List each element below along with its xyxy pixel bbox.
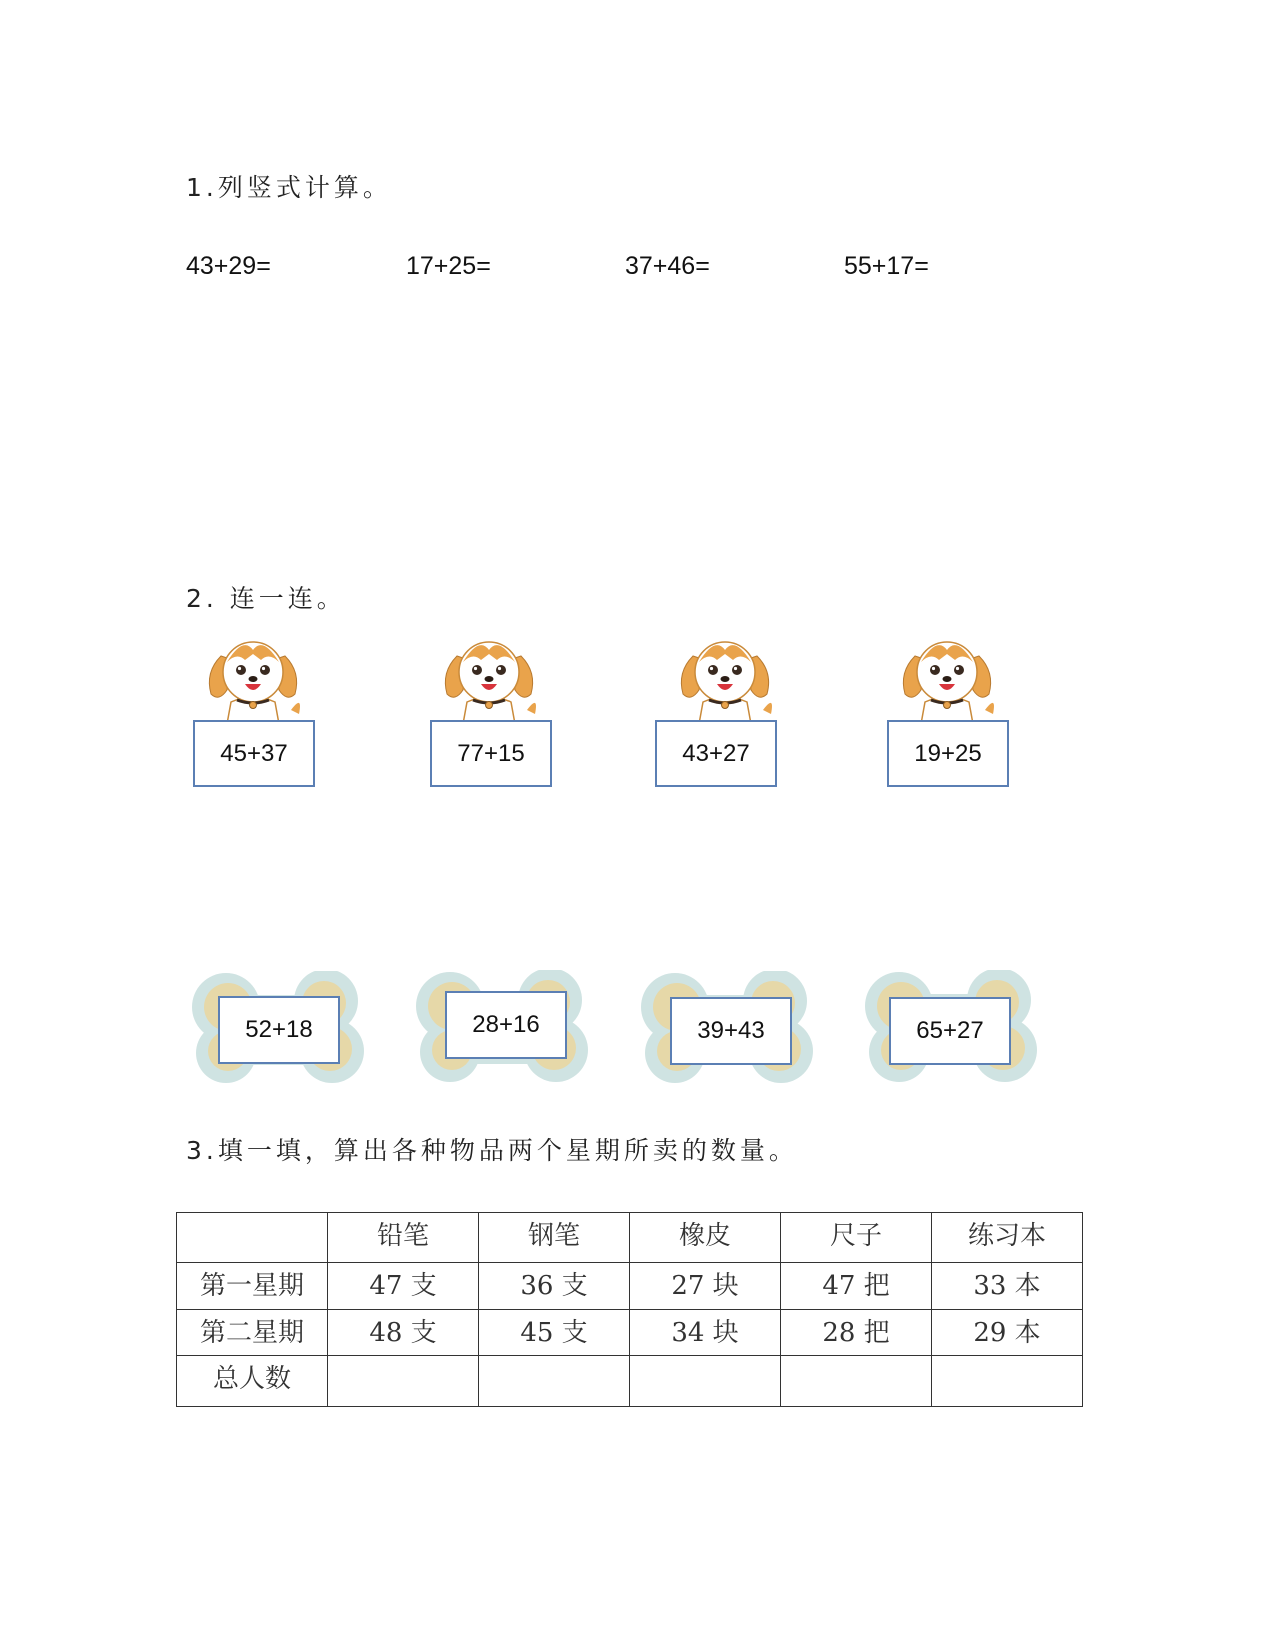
dog-icon [439,632,539,724]
table-cell: 33 本 [932,1263,1083,1310]
problem-4: 55+17= [844,252,929,280]
dog-icon [203,632,303,724]
table-cell: 总人数 [177,1356,328,1407]
section3-title: 3.填一填，算出各种物品两个星期所卖的数量。 [186,1136,798,1165]
table-row [177,1356,1083,1407]
table-header-row [177,1213,1083,1263]
table-header-cell: 钢笔 [479,1213,630,1263]
table-cell: 第一星期 [177,1263,328,1310]
table-header-cell: 尺子 [781,1213,932,1263]
problem-2: 17+25= [406,252,491,280]
dog-icon [675,632,775,724]
dog-expression-4: 19+25 [887,720,1009,787]
dog-icon [897,632,997,724]
cloud-expression-1: 52+18 [218,996,340,1064]
table-cell: 47 支 [328,1263,479,1310]
answer-cell[interactable] [479,1356,630,1407]
table-header-cell: 铅笔 [328,1213,479,1263]
dog-expression-3: 43+27 [655,720,777,787]
sales-table [176,1212,1083,1407]
table-cell: 34 块 [630,1310,781,1356]
cloud-expression-3: 39+43 [670,997,792,1065]
table-row [177,1310,1083,1356]
answer-cell[interactable] [328,1356,479,1407]
problem-1: 43+29= [186,252,271,280]
table-cell: 第二星期 [177,1310,328,1356]
table-cell: 28 把 [781,1310,932,1356]
table-cell: 47 把 [781,1263,932,1310]
table-header-cell: 橡皮 [630,1213,781,1263]
table-cell: 29 本 [932,1310,1083,1356]
table-header-cell: 练习本 [932,1213,1083,1263]
table-cell: 45 支 [479,1310,630,1356]
answer-cell[interactable] [630,1356,781,1407]
cloud-expression-2: 28+16 [445,991,567,1059]
table-cell: 36 支 [479,1263,630,1310]
dog-expression-2: 77+15 [430,720,552,787]
dog-expression-1: 45+37 [193,720,315,787]
answer-cell[interactable] [781,1356,932,1407]
table-cell: 27 块 [630,1263,781,1310]
table-row [177,1263,1083,1310]
section2-title: 2. 连一连。 [186,584,346,613]
table-cell: 48 支 [328,1310,479,1356]
answer-cell[interactable] [932,1356,1083,1407]
table-header-cell [177,1213,328,1263]
section1-title: 1.列竖式计算。 [186,173,392,202]
cloud-expression-4: 65+27 [889,997,1011,1065]
problem-3: 37+46= [625,252,710,280]
